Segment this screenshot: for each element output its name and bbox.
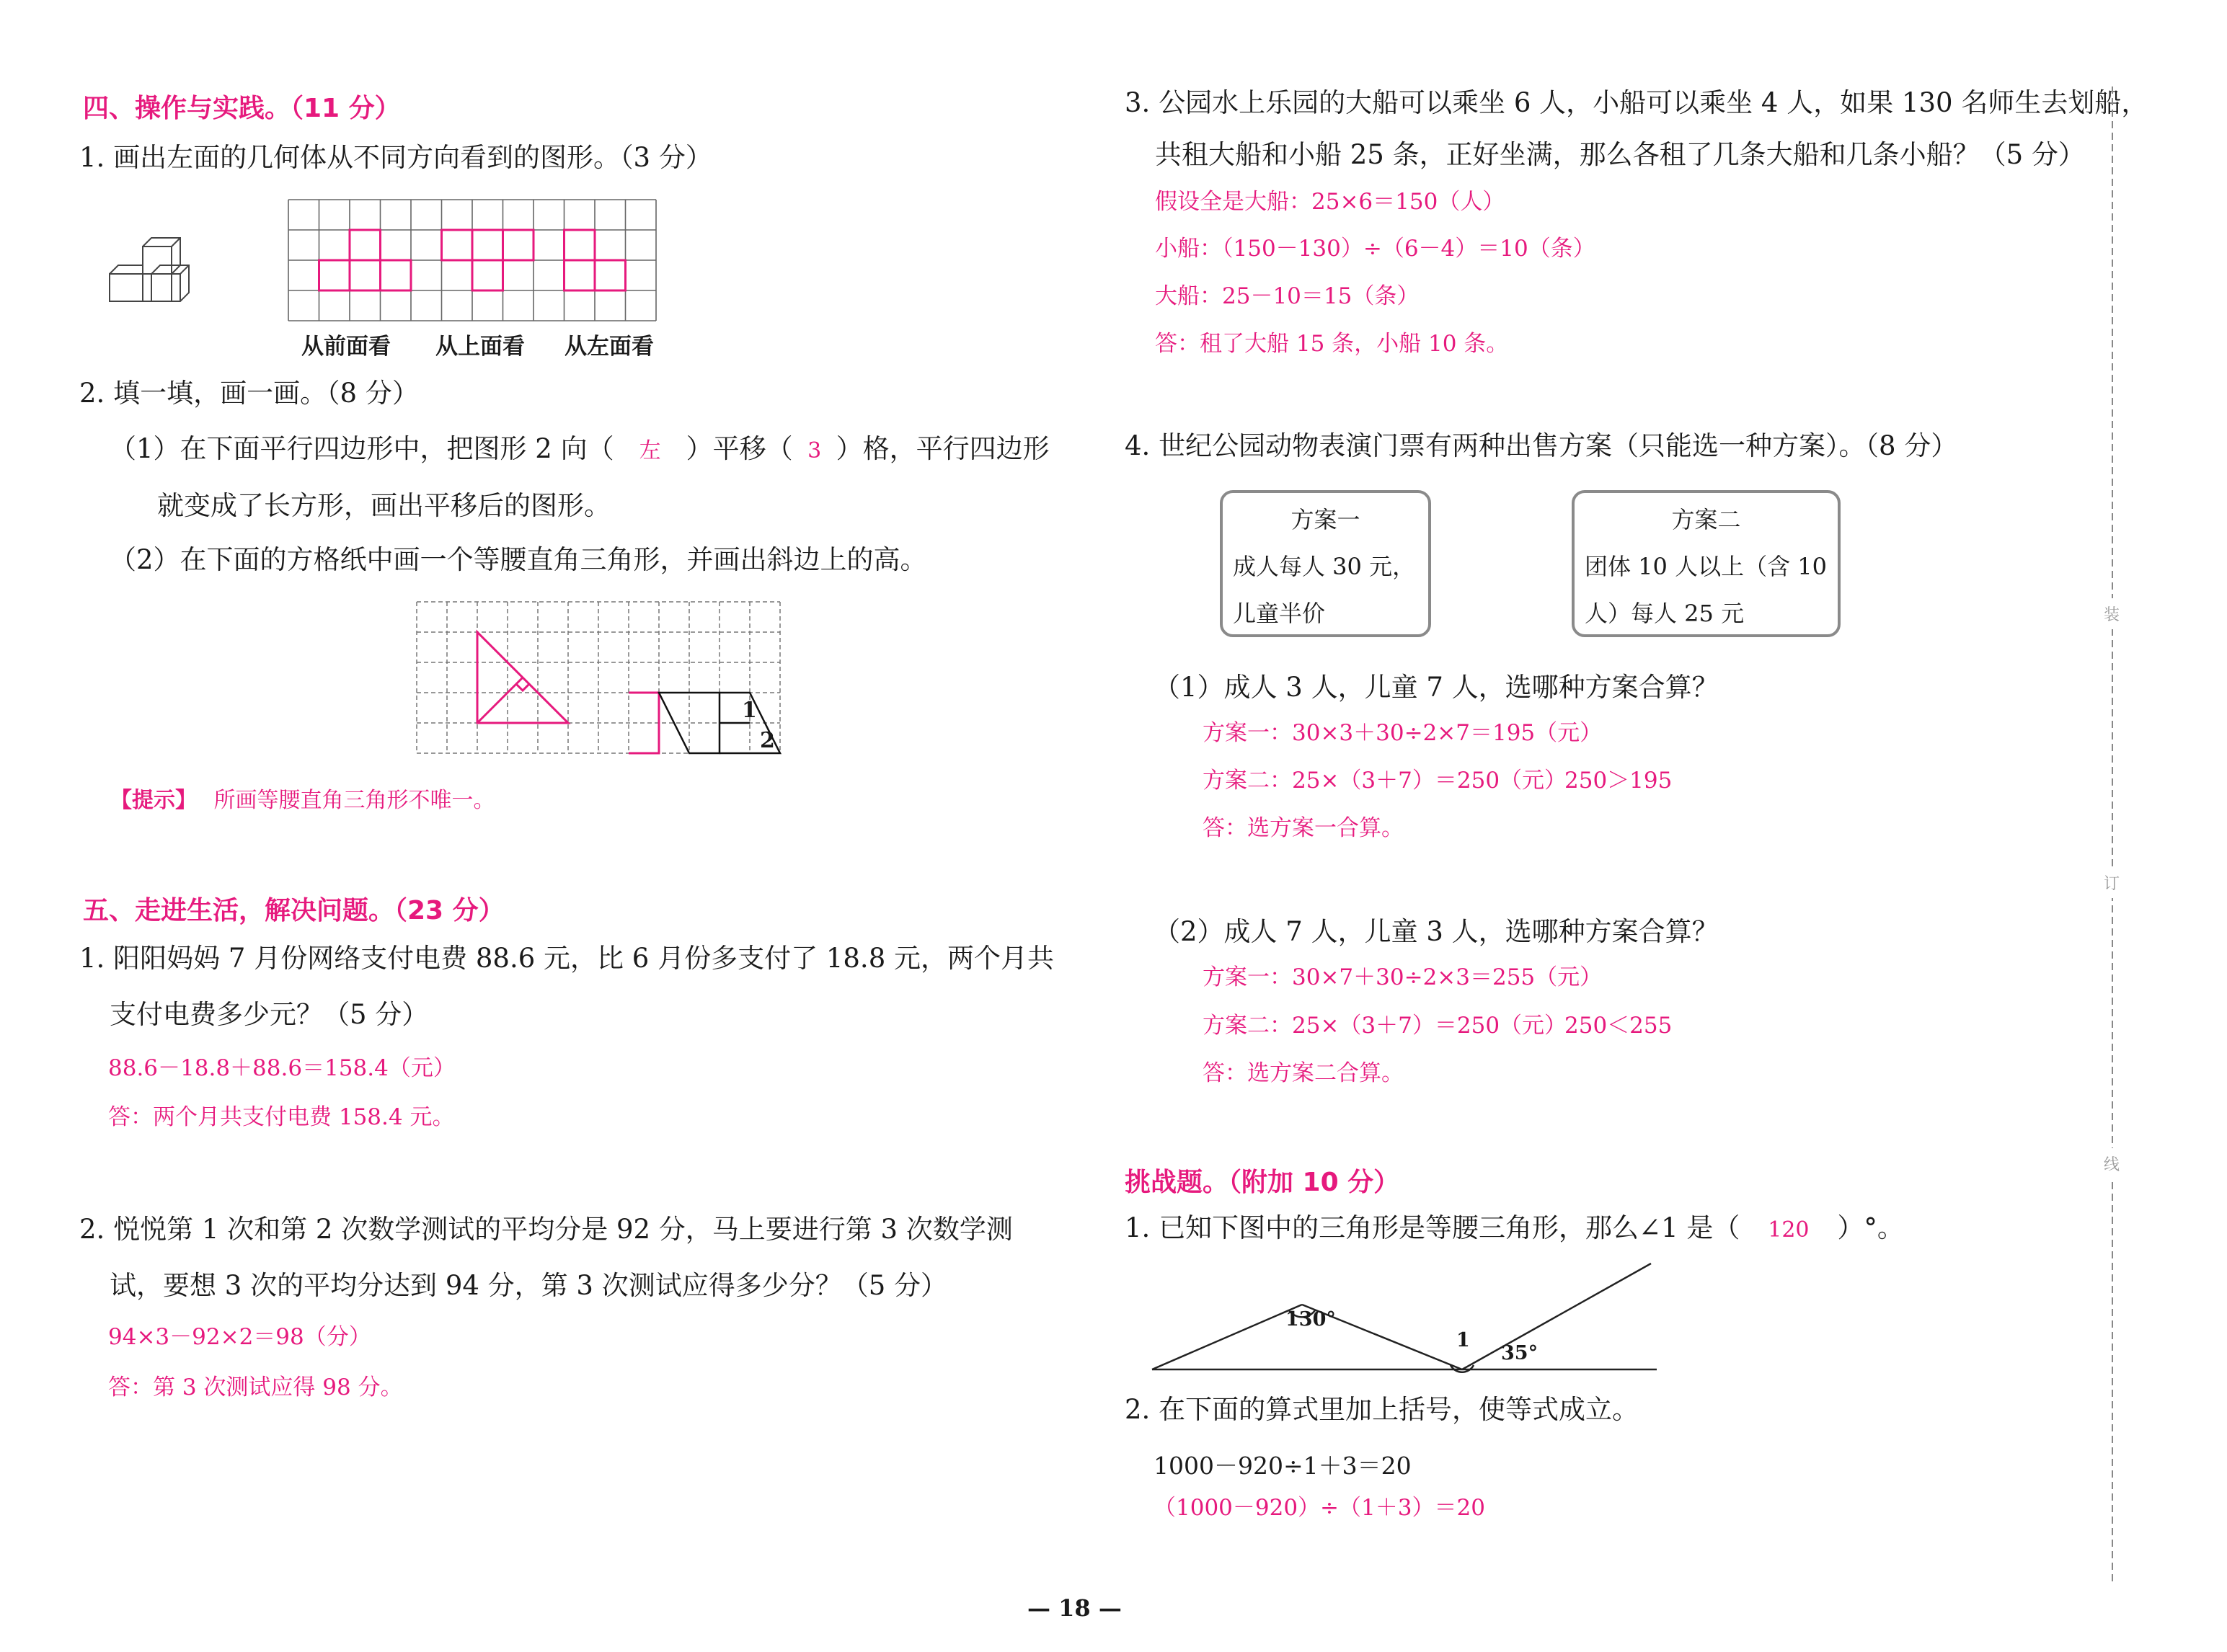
grid-label-2: 2 (760, 728, 775, 753)
question-2-2: （2）在下面的方格纸中画一个等腰直角三角形，并画出斜边上的高。 (110, 544, 927, 575)
challenge-2-answer: （1000－920）÷（1＋3）＝20 (1154, 1495, 1485, 1521)
problem-4-2-answer-1: 方案一：30×7＋30÷2×3＝255（元） (1203, 964, 1603, 990)
problem-2-answer-1: 94×3－92×2＝98（分） (108, 1324, 371, 1350)
view-label-top: 从上面看 (435, 334, 525, 360)
problem-1-line1: 1. 阳阳妈妈 7 月份网络支付电费 88.6 元，比 6 月份多支付了 18.8 元，两个月共 (79, 943, 1054, 974)
top-view-shape (442, 230, 534, 290)
cube-solid-figure (107, 222, 222, 308)
binding-dashed-line (2105, 86, 2120, 1586)
problem-4-1-answer-3: 答：选方案一合算。 (1203, 815, 1404, 841)
dashed-square-grid (417, 602, 780, 756)
problem-4-1-answer-2: 方案二：25×（3＋7）＝250（元） (1203, 768, 1567, 794)
challenge-2: 2. 在下面的算式里加上括号，使等式成立。 (1125, 1394, 1639, 1425)
answer-steps: 3 (807, 438, 822, 463)
problem-3-answer-2: 小船：（150－130）÷（6－4）＝10（条） (1155, 236, 1595, 262)
problem-2-line2: 试，要想 3 次的平均分达到 94 分，第 3 次测试应得多少分？（5 分） (110, 1270, 948, 1301)
problem-3-line2: 共租大船和小船 25 条，正好坐满，那么各租了几条大船和几条小船？（5 分） (1155, 139, 2085, 170)
problem-3-line1: 3. 公园水上乐园的大船可以乘坐 6 人，小船可以乘坐 4 人，如果 130 名师生去划船， (1125, 87, 2148, 118)
problem-4-line1: 4. 世纪公园动物表演门票有两种出售方案（只能选一种方案）。（8 分） (1125, 430, 1958, 461)
answer-direction: 左 (639, 438, 661, 463)
plan-1-line1: 成人每人 30 元， (1233, 553, 1416, 580)
grid-label-1: 1 (742, 698, 757, 723)
question-1: 1. 画出左面的几何体从不同方向看到的图形。（3 分） (79, 142, 712, 173)
problem-4-1: （1）成人 3 人，儿童 7 人，选哪种方案合算？ (1154, 672, 1719, 703)
section-5-title: 五、走进生活，解决问题。（23 分） (83, 896, 505, 925)
problem-4-2: （2）成人 7 人，儿童 3 人，选哪种方案合算？ (1154, 916, 1719, 947)
question-2-1-line1: （1）在下面平行四边形中，把图形 2 向（ 左 ）平移（ 3 ）格，平行四边形 (110, 433, 1050, 464)
binding-mark-2: 订 (2104, 867, 2120, 898)
three-view-grid (288, 200, 658, 322)
page-number: — 18 — (1027, 1594, 1122, 1622)
problem-1-answer-1: 88.6－18.8＋88.6＝158.4（元） (108, 1055, 456, 1081)
problem-2-line1: 2. 悦悦第 1 次和第 2 次数学测试的平均分是 92 分，马上要进行第 3 次数学测 (79, 1214, 1013, 1245)
plan-2-title: 方案二 (1671, 506, 1741, 533)
angle-130-label: 130° (1285, 1308, 1336, 1331)
problem-4-1-answer-1: 方案一：30×3＋30÷2×7＝195（元） (1203, 720, 1603, 746)
section-4-title: 四、操作与实践。（11 分） (83, 94, 401, 123)
angle-1-label: 1 (1456, 1329, 1470, 1351)
plan-1-card (1220, 490, 1431, 637)
question-2: 2. 填一填，画一画。（8 分） (79, 378, 419, 409)
problem-4-1-compare: 250＞195 (1564, 768, 1673, 794)
problem-3-answer-4: 答：租了大船 15 条，小船 10 条。 (1155, 331, 1509, 357)
binding-mark-1: 装 (2104, 598, 2120, 629)
plan-2-line2: 人）每人 25 元 (1585, 600, 1745, 627)
problem-2-answer-2: 答：第 3 次测试应得 98 分。 (108, 1375, 403, 1400)
problem-4-2-answer-3: 答：选方案二合算。 (1203, 1060, 1404, 1086)
problem-4-2-answer-2: 方案二：25×（3＋7）＝250（元） (1203, 1013, 1567, 1039)
plan-1-line2: 儿童半价 (1233, 600, 1326, 627)
view-label-left: 从左面看 (565, 334, 654, 360)
angle-figure (1152, 1260, 1665, 1375)
binding-mark-3: 线 (2104, 1148, 2120, 1179)
isosceles-right-triangle (477, 632, 568, 723)
challenge-title: 挑战题。（附加 10 分） (1125, 1168, 1400, 1197)
problem-3-answer-1: 假设全是大船：25×6＝150（人） (1155, 189, 1505, 215)
hint: 【提示】 所画等腰直角三角形不唯一。 (110, 788, 495, 813)
challenge-1: 1. 已知下图中的三角形是等腰三角形，那么∠1 是（ 120 ）°。 (1125, 1212, 1904, 1243)
problem-4-2-compare: 250＜255 (1564, 1013, 1673, 1039)
problem-3-answer-3: 大船：25－10＝15（条） (1155, 283, 1420, 309)
plan-2-line1: 团体 10 人以上（含 10 (1585, 553, 1827, 580)
plan-2-card (1572, 490, 1841, 637)
challenge-2-expression: 1000－920÷1＋3＝20 (1154, 1452, 1412, 1480)
question-2-1-line2: 就变成了长方形，画出平移后的图形。 (157, 490, 611, 521)
problem-1-answer-2: 答：两个月共支付电费 158.4 元。 (108, 1104, 455, 1130)
plan-1-title: 方案一 (1290, 506, 1360, 533)
angle-35-label: 35° (1501, 1342, 1538, 1364)
challenge-1-answer: 120 (1768, 1217, 1810, 1243)
left-view-shape (565, 230, 626, 290)
front-view-shape (319, 230, 412, 290)
problem-1-line2: 支付电费多少元？（5 分） (110, 999, 429, 1030)
view-label-front: 从前面看 (301, 334, 391, 360)
